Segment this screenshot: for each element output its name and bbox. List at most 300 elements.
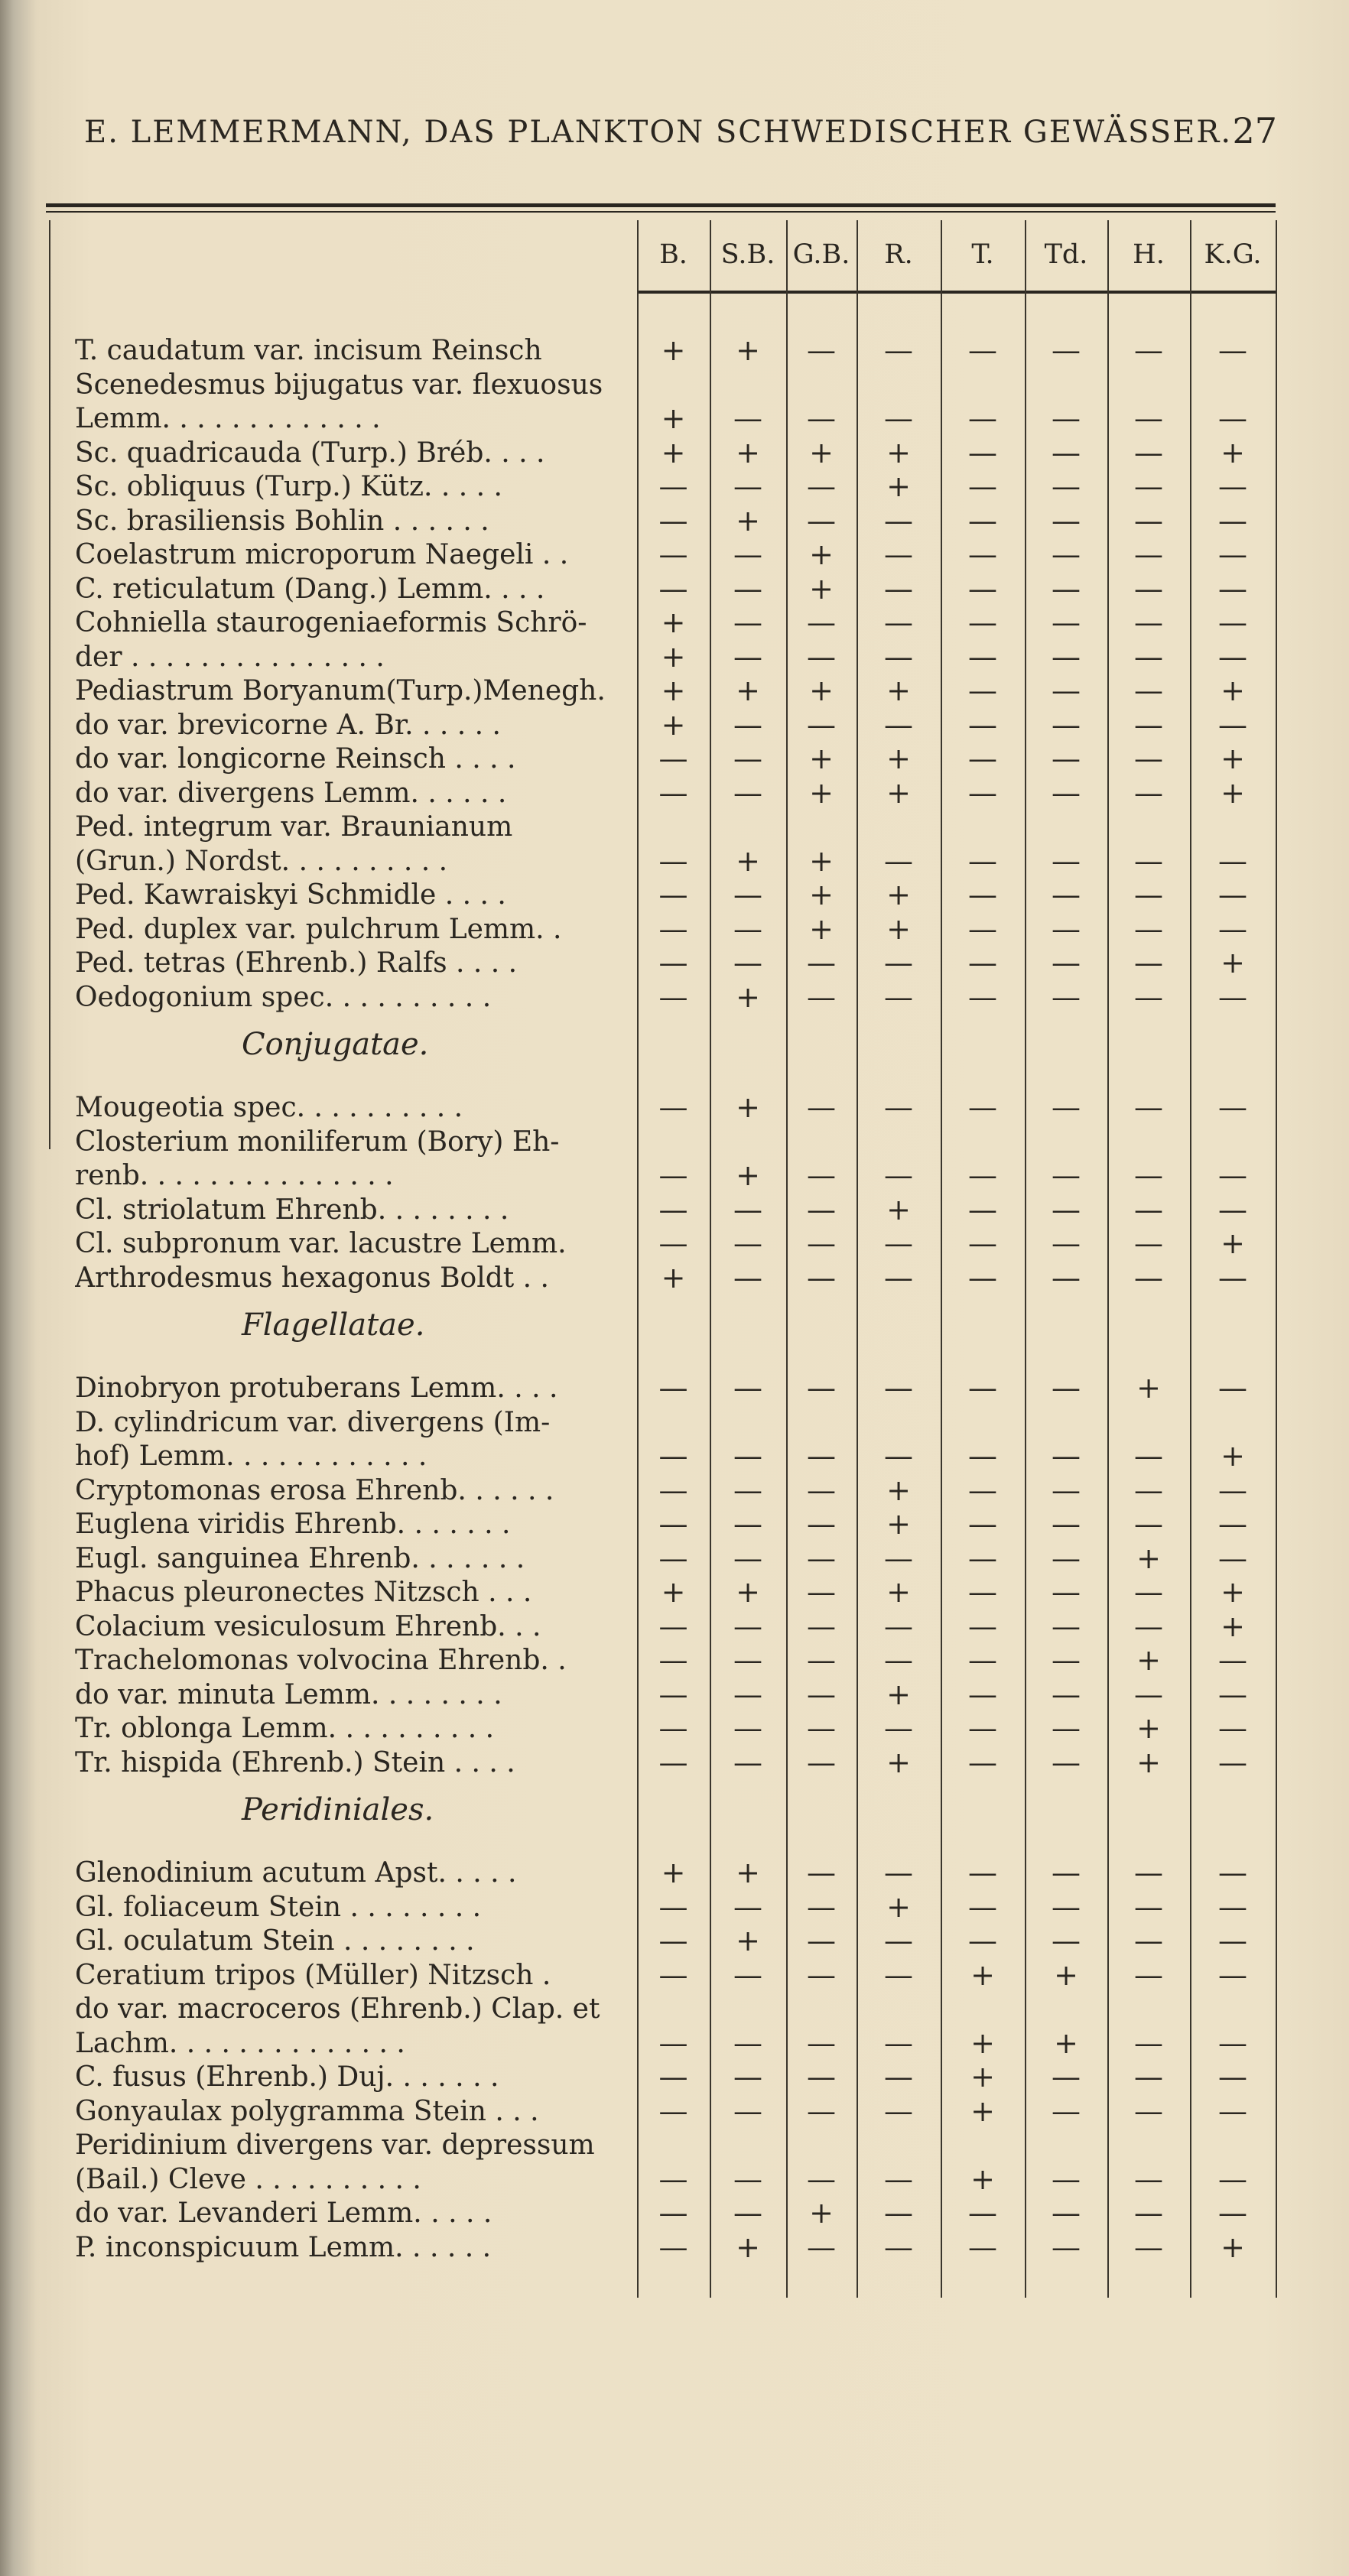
species-name: D. cylindricum var. divergens (Im- [75,1406,551,1438]
presence-mark: + [661,1260,686,1294]
species-name: (Grun.) Nordst. . . . . . . . . . [75,845,448,877]
absence-mark: — [733,2060,762,2094]
absence-mark: — [658,1711,688,1745]
species-name: Mougeotia spec. . . . . . . . . . [75,1092,463,1123]
absence-mark: — [1218,606,1247,639]
presence-mark: + [1136,1541,1161,1575]
absence-mark: — [807,1711,836,1745]
presence-mark: + [661,435,686,469]
species-name: Sc. brasiliensis Bohlin . . . . . . [75,505,489,537]
absence-mark: — [968,503,997,538]
table-row [75,1125,1276,1159]
presence-mark: + [886,1677,911,1711]
absence-mark: — [968,878,997,911]
absence-mark: — [968,1889,997,1924]
absence-mark: — [968,979,997,1014]
table-row [75,2196,1276,2230]
table-row [75,1678,1276,1712]
absence-mark: — [1052,538,1081,571]
absence-mark: — [884,2162,913,2196]
presence-mark: + [809,911,834,946]
absence-mark: — [1134,1473,1163,1507]
absence-mark: — [733,1677,762,1711]
absence-mark: — [1052,333,1081,367]
absence-mark: — [1134,2230,1163,2264]
absence-mark: — [1052,1924,1081,1957]
species-name: C. fusus (Ehrenb.) Duj. . . . . . . [75,2061,499,2093]
absence-mark: — [1134,571,1163,606]
absence-mark: — [1134,401,1163,435]
presence-mark: + [661,1856,686,1889]
presence-mark: + [886,1889,911,1924]
absence-mark: — [884,946,913,979]
absence-mark: — [1218,1192,1247,1226]
presence-mark: + [1054,1957,1078,1992]
absence-mark: — [807,1957,836,1992]
absence-mark: — [1134,639,1163,674]
absence-mark: — [884,2196,913,2230]
absence-mark: — [1218,333,1247,367]
absence-mark: — [1052,674,1081,707]
absence-mark: — [884,2025,913,2060]
table-row [75,1405,1276,1440]
absence-mark: — [884,707,913,742]
absence-mark: — [1134,1609,1163,1643]
absence-mark: — [1134,1856,1163,1889]
absence-mark: — [733,1711,762,1745]
absence-mark: — [1218,1924,1247,1957]
absence-mark: — [1052,435,1081,469]
absence-mark: — [1134,1575,1163,1609]
absence-mark: — [1218,843,1247,878]
species-name: Pediastrum Boryanum(Turp.)Menegh. [75,675,606,707]
absence-mark: — [1052,911,1081,946]
presence-mark: + [1136,1711,1161,1745]
absence-mark: — [807,946,836,979]
absence-mark: — [1134,979,1163,1014]
absence-mark: — [1052,1677,1081,1711]
table-row [75,1575,1276,1610]
absence-mark: — [1218,538,1247,571]
absence-mark: — [968,946,997,979]
absence-mark: — [1134,1507,1163,1541]
absence-mark: — [658,1889,688,1924]
presence-mark: + [1221,1609,1245,1643]
table-row [75,1958,1276,1993]
absence-mark: — [968,1473,997,1507]
presence-mark: + [886,1575,911,1609]
absence-mark: — [884,1090,913,1124]
absence-mark: — [1218,1889,1247,1924]
table-row [75,1711,1276,1746]
absence-mark: — [1134,333,1163,367]
absence-mark: — [1134,1158,1163,1192]
absence-mark: — [1134,469,1163,503]
absence-mark: — [884,1856,913,1889]
absence-mark: — [658,2025,688,2060]
species-name: Oedogonium spec. . . . . . . . . . [75,981,492,1013]
table-row [75,674,1276,708]
table-row [75,1158,1276,1193]
absence-mark: — [1218,911,1247,946]
table-row [75,2162,1276,2197]
absence-mark: — [807,401,836,435]
column-header-rule [637,291,1276,294]
species-name: Ped. tetras (Ehrenb.) Ralfs . . . . [75,947,518,979]
presence-mark: + [809,538,834,571]
absence-mark: — [968,435,997,469]
presence-mark: + [736,435,760,469]
left-border [49,220,50,1149]
absence-mark: — [1218,2162,1247,2196]
absence-mark: — [1134,2094,1163,2128]
presence-mark: + [886,911,911,946]
table-row [75,1473,1276,1508]
absence-mark: — [884,2230,913,2264]
species-name: do var. Levanderi Lemm. . . . . [75,2198,492,2229]
absence-mark: — [1134,503,1163,538]
absence-mark: — [1218,878,1247,911]
presence-mark: + [886,674,911,707]
absence-mark: — [1052,1371,1081,1405]
presence-mark: + [661,401,686,435]
absence-mark: — [807,1856,836,1889]
absence-mark: — [968,1507,997,1541]
species-name: Euglena viridis Ehrenb. . . . . . . [75,1509,511,1540]
absence-mark: — [884,1643,913,1677]
absence-mark: — [1134,1957,1163,1992]
absence-mark: — [884,1439,913,1473]
absence-mark: — [733,1371,762,1405]
absence-mark: — [807,2230,836,2264]
absence-mark: — [658,2230,688,2264]
species-name: P. inconspicuum Lemm. . . . . . [75,2231,492,2263]
absence-mark: — [1134,1260,1163,1294]
absence-mark: — [1052,843,1081,878]
absence-mark: — [733,2196,762,2230]
presence-mark: + [809,2196,834,2230]
presence-mark: + [736,1090,760,1124]
species-name: Ceratium tripos (Müller) Nitzsch . [75,1959,551,1991]
absence-mark: — [807,606,836,639]
absence-mark: — [968,742,997,775]
absence-mark: — [1218,1260,1247,1294]
absence-mark: — [884,1924,913,1957]
absence-mark: — [968,1260,997,1294]
absence-mark: — [968,1575,997,1609]
absence-mark: — [1052,1473,1081,1507]
absence-mark: — [1052,979,1081,1014]
absence-mark: — [658,1192,688,1226]
species-name: Cl. subpronum var. lacustre Lemm. [75,1228,567,1259]
table-row [75,469,1276,504]
absence-mark: — [1052,571,1081,606]
absence-mark: — [1052,2162,1081,2196]
absence-mark: — [1218,503,1247,538]
absence-mark: — [658,1371,688,1405]
absence-mark: — [884,639,913,674]
species-name: Coelastrum microporum Naegeli . . [75,539,569,570]
table-row [75,1439,1276,1473]
absence-mark: — [1052,1643,1081,1677]
column-divider [1276,220,1277,2298]
absence-mark: — [658,2060,688,2094]
absence-mark: — [968,2196,997,2230]
absence-mark: — [807,2162,836,2196]
absence-mark: — [658,1541,688,1575]
absence-mark: — [807,1507,836,1541]
absence-mark: — [968,775,997,810]
table-row [75,2094,1276,2129]
absence-mark: — [884,538,913,571]
species-name: Sc. quadricauda (Turp.) Bréb. . . . [75,437,545,469]
absence-mark: — [658,1439,688,1473]
absence-mark: — [658,2094,688,2128]
absence-mark: — [807,1439,836,1473]
absence-mark: — [807,1575,836,1609]
absence-mark: — [1052,1745,1081,1779]
absence-mark: — [807,2025,836,2060]
species-name: Gonyaulax polygramma Stein . . . [75,2095,539,2127]
absence-mark: — [733,775,762,810]
table-row [75,2230,1276,2265]
table-row [75,2026,1276,2061]
table-row [75,1856,1276,1890]
absence-mark: — [1218,2025,1247,2060]
species-name: Lachm. . . . . . . . . . . . . . [75,2027,405,2059]
absence-mark: — [658,571,688,606]
species-name: Glenodinium acutum Apst. . . . . [75,1857,517,1889]
absence-mark: — [1134,2060,1163,2094]
presence-mark: + [661,333,686,367]
absence-mark: — [968,1541,997,1575]
absence-mark: — [658,911,688,946]
absence-mark: — [658,1090,688,1124]
presence-mark: + [970,2060,995,2094]
absence-mark: — [1052,401,1081,435]
absence-mark: — [658,946,688,979]
species-name: Cohniella staurogeniaeformis Schrö- [75,607,587,638]
presence-mark: + [1136,1745,1161,1779]
absence-mark: — [968,469,997,503]
absence-mark: — [658,1643,688,1677]
absence-mark: — [1134,742,1163,775]
presence-mark: + [1221,1226,1245,1260]
absence-mark: — [658,878,688,911]
presence-mark: + [809,775,834,810]
column-header: S.B. [720,239,775,270]
species-name: do var. macroceros (Ehrenb.) Clap. et [75,1993,600,2025]
absence-mark: — [1218,2094,1247,2128]
absence-mark: — [807,1889,836,1924]
absence-mark: — [1052,1226,1081,1260]
absence-mark: — [1218,1745,1247,1779]
table-row [75,1261,1276,1295]
presence-mark: + [970,1957,995,1992]
presence-mark: + [661,707,686,742]
absence-mark: — [807,1371,836,1405]
absence-mark: — [1052,606,1081,639]
presence-mark: + [970,2162,995,2196]
species-name: Ped. duplex var. pulchrum Lemm. . [75,913,562,945]
presence-mark: + [736,1158,760,1192]
absence-mark: — [1134,606,1163,639]
absence-mark: — [968,1226,997,1260]
species-name: Arthrodesmus hexagonus Boldt . . [75,1262,549,1294]
absence-mark: — [884,606,913,639]
absence-mark: — [733,878,762,911]
absence-mark: — [884,1158,913,1192]
absence-mark: — [884,333,913,367]
column-header: Td. [1044,239,1088,270]
absence-mark: — [1134,878,1163,911]
absence-mark: — [807,1226,836,1260]
presence-mark: + [736,1575,760,1609]
absence-mark: — [1218,1957,1247,1992]
species-name: do var. divergens Lemm. . . . . . [75,777,507,809]
absence-mark: — [658,742,688,775]
absence-mark: — [658,538,688,571]
absence-mark: — [807,707,836,742]
absence-mark: — [658,1609,688,1643]
absence-mark: — [1134,1192,1163,1226]
species-name: Lemm. . . . . . . . . . . . . [75,403,381,434]
absence-mark: — [1052,2230,1081,2264]
species-name: Tr. oblonga Lemm. . . . . . . . . . [75,1713,495,1744]
absence-mark: — [968,1745,997,1779]
species-name: do var. brevicorne A. Br. . . . . . [75,709,501,741]
absence-mark: — [1218,1371,1247,1405]
table-row [75,1643,1276,1678]
table-row [75,1992,1276,2026]
absence-mark: — [1134,843,1163,878]
species-name: Cryptomonas erosa Ehrenb. . . . . . [75,1474,554,1506]
table-row [75,333,1276,368]
presence-mark: + [809,435,834,469]
absence-mark: — [1134,911,1163,946]
absence-mark: — [884,2060,913,2094]
absence-mark: — [1052,503,1081,538]
absence-mark: — [1052,639,1081,674]
running-title: E. LEMMERMANN, DAS PLANKTON SCHWEDISCHER GEWÄSSER. [84,115,1233,150]
absence-mark: — [733,1889,762,1924]
absence-mark: — [807,639,836,674]
absence-mark: — [1218,979,1247,1014]
absence-mark: — [733,1226,762,1260]
absence-mark: — [733,639,762,674]
absence-mark: — [733,2025,762,2060]
table-row [75,980,1276,1015]
absence-mark: — [807,1924,836,1957]
absence-mark: — [968,1371,997,1405]
absence-mark: — [1052,1090,1081,1124]
species-name: der . . . . . . . . . . . . . . . [75,641,385,673]
absence-mark: — [807,469,836,503]
absence-mark: — [968,606,997,639]
absence-mark: — [733,1609,762,1643]
absence-mark: — [884,571,913,606]
table-row [75,708,1276,742]
absence-mark: — [658,1677,688,1711]
absence-mark: — [807,1260,836,1294]
presence-mark: + [1221,946,1245,979]
table-row [75,776,1276,810]
absence-mark: — [1218,1677,1247,1711]
table-row [75,640,1276,674]
species-name: Cl. striolatum Ehrenb. . . . . . . . [75,1194,509,1226]
absence-mark: — [1218,1711,1247,1745]
absence-mark: — [807,2094,836,2128]
absence-mark: — [733,1541,762,1575]
absence-mark: — [968,707,997,742]
species-name: C. reticulatum (Dang.) Lemm. . . . [75,573,545,605]
absence-mark: — [1052,878,1081,911]
absence-mark: — [968,639,997,674]
absence-mark: — [807,1677,836,1711]
column-header: H. [1133,239,1165,270]
absence-mark: — [1052,1541,1081,1575]
table-row [75,1090,1276,1125]
absence-mark: — [884,503,913,538]
absence-mark: — [1134,707,1163,742]
presence-mark: + [809,674,834,707]
species-name: T. caudatum var. incisum Reinsch [75,335,542,366]
absence-mark: — [1218,639,1247,674]
absence-mark: — [807,503,836,538]
species-name: Ped. integrum var. Braunianum [75,811,513,843]
absence-mark: — [1134,2162,1163,2196]
absence-mark: — [733,1507,762,1541]
table-row [75,1226,1276,1261]
absence-mark: — [658,1924,688,1957]
absence-mark: — [968,1439,997,1473]
absence-mark: — [1218,469,1247,503]
absence-mark: — [1134,946,1163,979]
presence-mark: + [886,435,911,469]
absence-mark: — [658,2162,688,2196]
table-row [75,1924,1276,1958]
absence-mark: — [733,1957,762,1992]
presence-mark: + [886,1192,911,1226]
species-name: Sc. obliquus (Turp.) Kütz. . . . . [75,471,502,502]
absence-mark: — [807,1745,836,1779]
presence-mark: + [661,606,686,639]
absence-mark: — [1218,707,1247,742]
absence-mark: — [807,979,836,1014]
absence-mark: — [968,1677,997,1711]
absence-mark: — [968,1158,997,1192]
absence-mark: — [968,843,997,878]
absence-mark: — [658,1226,688,1260]
absence-mark: — [1218,571,1247,606]
absence-mark: — [1052,1439,1081,1473]
species-name: Gl. foliaceum Stein . . . . . . . . [75,1891,482,1923]
absence-mark: — [1052,1507,1081,1541]
presence-mark: + [736,1856,760,1889]
absence-mark: — [1052,1575,1081,1609]
presence-mark: + [1136,1371,1161,1405]
absence-mark: — [807,1090,836,1124]
absence-mark: — [968,1643,997,1677]
presence-mark: + [736,2230,760,2264]
absence-mark: — [1052,1889,1081,1924]
absence-mark: — [968,538,997,571]
table-row [75,1541,1276,1576]
absence-mark: — [968,1192,997,1226]
table-row [75,1890,1276,1925]
column-header: G.B. [792,239,850,270]
absence-mark: — [1218,1090,1247,1124]
